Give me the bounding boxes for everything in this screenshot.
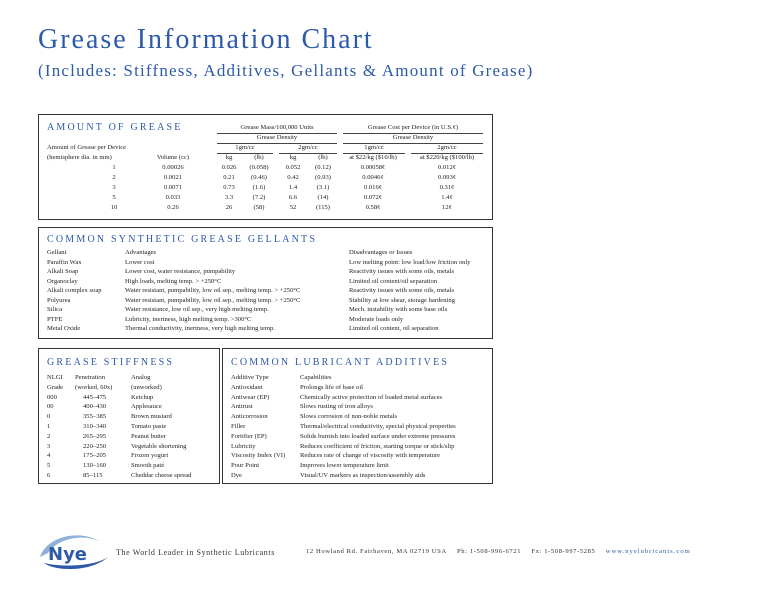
tagline: The World Leader in Synthetic Lubricants <box>116 548 275 557</box>
stiffness-cell: 6 <box>47 471 51 479</box>
gellant-cell: Lubricity, inertness, high melting temp. >300°C <box>125 315 252 323</box>
additive-cell: Antiwear (EP) <box>231 393 270 401</box>
table-row <box>47 315 471 325</box>
table-row <box>231 442 456 452</box>
gellant-cell: Polyurea <box>47 296 71 304</box>
website-link[interactable]: www.nyelubricants.com <box>605 548 691 555</box>
table-row <box>47 305 471 315</box>
additive-cell: Fortifier (EP) <box>231 432 267 440</box>
amount-cell-kg1: 0.73 <box>223 184 235 191</box>
amount-cell-lb1: (7.2) <box>252 194 266 201</box>
gellant-cell: Paraffin Wax <box>47 258 82 266</box>
table-row <box>231 461 456 471</box>
amount-cell-lb2: (3.1) <box>316 184 330 191</box>
stiffness-cell: 445–475 <box>83 393 107 401</box>
stiffness-cell: Peanut butter <box>131 432 166 440</box>
header-penetration: Penetration <box>75 374 106 381</box>
amount-cell-kg1: 3.3 <box>224 194 234 201</box>
additive-cell: Filler <box>231 422 246 430</box>
stiffness-cell: Cheddar cheese spread <box>131 471 192 479</box>
table-row <box>47 296 471 306</box>
col-lb-2: (lb) <box>318 154 328 161</box>
table-header-row <box>47 383 191 393</box>
density-1: 1gm/cc <box>217 143 273 154</box>
cost-header: Grease Cost per Device (in U.S.¢) <box>343 123 483 134</box>
amount-cell-lb2: (0.93) <box>315 174 331 181</box>
table-header-row <box>47 248 471 258</box>
gellant-cell: Water resistant, pumpability, low oil sep., melting temp. > +250°C <box>125 287 301 294</box>
gellants-panel <box>38 227 493 339</box>
header-nlgi: NLGI <box>47 374 63 381</box>
gellant-cell: Organoclay <box>47 277 78 285</box>
cost-density-1: 1gm/cc <box>343 143 405 154</box>
amount-cell-dia: 10 <box>110 204 118 211</box>
stiffness-cell: 3 <box>47 442 51 450</box>
gellant-cell: Alkali Soap <box>47 268 79 275</box>
table-row <box>47 393 191 403</box>
stiffness-cell: Brown mustard <box>131 413 172 421</box>
stiffness-cell: 130–160 <box>83 462 107 470</box>
col-kg-1: kg <box>225 154 233 161</box>
stiffness-cell: 1 <box>47 422 51 430</box>
table-row <box>47 451 191 461</box>
amount-cell-vol: 0.0021 <box>163 174 183 181</box>
gellant-cell: Limited oil content/oil separation <box>349 277 438 285</box>
stiffness-cell: Ketchup <box>131 393 154 401</box>
amount-cell-dia: 2 <box>112 174 116 181</box>
additive-cell: Solids burnish into loaded surface under extreme pressures <box>300 432 456 440</box>
amount-cell-c2: 1.4¢ <box>441 194 453 201</box>
additive-cell: Slows rusting of iron alloys <box>300 403 373 411</box>
table-row <box>47 402 191 412</box>
table-row <box>47 286 471 296</box>
gellant-cell: Stability at low shear, storage hardening <box>349 296 455 304</box>
density-label: Grease Density <box>217 133 337 144</box>
amount-cell-kg1: 0.21 <box>223 174 235 181</box>
gellant-cell: Mech. instability with some base oils <box>349 306 448 313</box>
additive-cell: Dye <box>231 471 242 479</box>
table-row <box>47 267 471 277</box>
stiffness-heading: GREASE STIFFNESS <box>47 357 175 368</box>
cost-density-label: Grease Density <box>343 133 483 144</box>
amount-cell-lb2: (14) <box>317 194 329 201</box>
amount-cell-c2: 12¢ <box>442 204 452 211</box>
gellants-heading: COMMON SYNTHETIC GREASE GELLANTS <box>47 234 318 245</box>
grease-stiffness-panel <box>38 348 220 484</box>
stiffness-cell: 85–115 <box>83 471 103 479</box>
gellant-cell: Water resistance, low oil sep., very high melting temp. <box>125 306 269 313</box>
col-kg-2: kg <box>289 154 297 161</box>
header-gellant: Gellant <box>47 249 67 256</box>
stiffness-cell: 5 <box>47 462 51 470</box>
gellant-cell: Reactivity issues with some oils, metals <box>349 268 455 275</box>
amount-left-label-1: Amount of Grease per Device <box>47 144 127 151</box>
amount-cell-lb1: (0.058) <box>249 164 269 171</box>
stiffness-cell: Vegetable shortening <box>131 442 187 450</box>
stiffness-cell: 265–295 <box>83 432 107 440</box>
gellant-cell: Moderate loads only <box>349 315 404 323</box>
amount-cell-kg2: 0.052 <box>285 164 301 171</box>
amount-cell-kg2: 1.4 <box>288 184 298 191</box>
amount-cell-dia: 5 <box>112 194 116 201</box>
amount-cell-kg1: 26 <box>225 204 233 211</box>
amount-cell-lb1: (58) <box>253 204 265 211</box>
amount-cell-kg2: 0.42 <box>287 174 299 181</box>
amount-cell-kg1: 0.026 <box>221 164 237 171</box>
header-worked: (worked, 60x) <box>75 383 113 391</box>
additive-cell: Improves lower temperature limit <box>300 462 389 470</box>
col-cost-2: at $220/kg ($100/lb) <box>419 154 475 161</box>
table-row <box>231 432 456 442</box>
logo-text: Nye <box>48 544 88 565</box>
table-header-row <box>231 373 456 383</box>
additive-cell: Visual/UV markers as inspection/assembly aids <box>300 471 426 479</box>
table-row <box>47 258 471 268</box>
gellant-cell: Metal Oxide <box>47 325 81 332</box>
address: 12 Howland Rd. Fairhaven, MA 02719 USA <box>306 548 447 555</box>
table-row <box>47 461 191 471</box>
contact-info <box>306 548 699 555</box>
amount-cell-lb2: (0.12) <box>315 164 331 171</box>
amount-cell-c1: 0.0046¢ <box>362 174 384 181</box>
lubricant-additives-panel <box>222 348 493 484</box>
stiffness-cell: 2 <box>47 432 51 440</box>
fax: Fx: 1-508-997-5285 <box>531 548 596 555</box>
additive-cell: Chemically active protection of loaded metal surfaces <box>300 393 443 401</box>
additive-cell: Viscosity Index (VI) <box>231 452 286 460</box>
table-row <box>47 471 191 481</box>
stiffness-cell: 400–430 <box>83 403 107 411</box>
table-row <box>47 422 191 432</box>
amount-cell-c1: 0.00058¢ <box>360 164 386 171</box>
amount-cell-c2: 0.093¢ <box>437 174 457 181</box>
amount-cell-c2: 0.31¢ <box>439 184 455 191</box>
additive-cell: Slows corrosion of non-noble metals <box>300 413 398 421</box>
gellant-cell: Alkali complex soap <box>47 287 102 294</box>
table-row <box>231 451 456 461</box>
additive-cell: Pour Point <box>231 462 260 470</box>
additive-cell: Antioxidant <box>231 383 263 391</box>
table-row <box>47 277 471 287</box>
density-2: 2gm/cc <box>279 143 337 154</box>
stiffness-cell: Applesauce <box>131 403 162 411</box>
amount-cell-vol: 0.0071 <box>163 184 183 191</box>
gellant-cell: Thermal conductivity, inertness, very high melting temp. <box>125 325 275 332</box>
col-lb-1: (lb) <box>254 154 264 161</box>
stiffness-cell: Frozen yogurt <box>131 452 169 460</box>
table-row <box>231 471 456 481</box>
amount-cell-lb1: (0.46) <box>251 174 267 181</box>
amount-left-label-2: (hemisphere dia. in mm) <box>47 154 112 161</box>
volume-label: Volume (cc) <box>156 154 190 161</box>
page-title: Grease Information Chart <box>38 24 374 55</box>
additive-cell: Reduces rate of change of viscosity with temperature <box>300 452 441 460</box>
gellant-cell: Silica <box>47 306 63 313</box>
gellant-cell: High loads, melting temp. > +250°C <box>125 277 222 285</box>
gellants-table <box>47 248 471 334</box>
amount-cell-lb1: (1.6) <box>252 184 266 191</box>
page-subtitle: (Includes: Stiffness, Additives, Gellants & Amount of Grease) <box>38 61 534 80</box>
additive-cell: Lubricity <box>231 442 256 450</box>
stiffness-cell: 000 <box>47 393 57 401</box>
amount-cell-c2: 0.012¢ <box>437 164 457 171</box>
table-row <box>231 402 456 412</box>
amount-cell-dia: 1 <box>112 164 116 171</box>
gellant-cell: Low melting point: low load/low friction only <box>349 258 471 266</box>
table-row <box>231 393 456 403</box>
table-row <box>231 383 456 393</box>
gellant-cell: Lower cost, water resistance, pumpability <box>125 268 236 275</box>
additive-cell: Prolongs life of base oil <box>300 383 363 391</box>
amount-cell-dia: 3 <box>112 184 116 191</box>
stiffness-cell: 175–205 <box>83 452 107 460</box>
header-capabilities: Capabilities <box>300 374 332 381</box>
amount-cell-c1: 0.016¢ <box>363 184 383 191</box>
nye-logo-icon <box>38 527 110 575</box>
header-grade: Grade <box>47 383 64 391</box>
col-cost-1: at $22/kg ($10/lb) <box>349 154 397 161</box>
amount-cell-vol: 0.033 <box>165 194 181 201</box>
stiffness-cell: Smooth paté <box>131 462 165 470</box>
mass-header: Grease Mass/100,000 Units <box>217 123 337 134</box>
table-header-row <box>47 373 191 383</box>
gellant-cell: Reactivity issues with some oils, metals <box>349 287 455 294</box>
header-advantages: Advantages <box>125 249 157 256</box>
amount-of-grease-panel <box>38 114 493 220</box>
gellant-cell: Lower cost <box>125 258 155 266</box>
stiffness-table <box>47 373 191 481</box>
additives-heading: COMMON LUBRICANT ADDITIVES <box>231 357 450 368</box>
amount-cell-vol: 0.26 <box>167 204 179 211</box>
amount-cell-kg2: 52 <box>289 204 297 211</box>
stiffness-cell: 0 <box>47 413 51 421</box>
phone: Ph: 1-508-996-6721 <box>457 548 522 555</box>
stiffness-cell: Tomato paste <box>131 422 167 430</box>
stiffness-cell: 4 <box>47 452 51 460</box>
table-row <box>231 422 456 432</box>
additive-cell: Thermal/electrical conductivity, special physical properties <box>300 422 456 430</box>
amount-heading: AMOUNT OF GREASE <box>47 122 183 133</box>
header-unworked: (unworked) <box>131 383 162 391</box>
amount-cell-vol: 0.00026 <box>162 164 184 171</box>
header-disadvantages: Disadvantages or Issues <box>349 249 413 256</box>
additive-cell: Anticorrosion <box>231 413 268 421</box>
stiffness-cell: 220–250 <box>83 442 107 450</box>
table-row <box>47 412 191 422</box>
header-additive-type: Additive Type <box>231 374 269 381</box>
gellant-cell: PTFE <box>47 315 63 323</box>
stiffness-cell: 310–340 <box>83 422 107 430</box>
amount-cell-c1: 0.58¢ <box>365 204 381 211</box>
gellant-cell: Limited oil content, oil separation <box>349 325 439 332</box>
additives-table <box>231 373 456 481</box>
additive-cell: Reduces coefficient of friction, starting torque or stick/slip <box>300 442 455 450</box>
gellant-cell: Water resistant, pumpability, low oil sep., melting temp. > +250°C <box>125 296 301 304</box>
additive-cell: Antirust <box>231 403 253 411</box>
amount-cell-c1: 0.072¢ <box>363 194 383 201</box>
table-row <box>47 432 191 442</box>
table-row <box>231 412 456 422</box>
nye-logo <box>38 527 110 575</box>
header-analog: Analog <box>131 374 151 381</box>
amount-cell-lb2: (115) <box>315 204 331 211</box>
table-row <box>47 442 191 452</box>
table-row <box>47 324 471 334</box>
cost-density-2: 2gm/cc <box>411 143 483 154</box>
amount-cell-kg2: 6.6 <box>288 194 298 201</box>
stiffness-cell: 00 <box>47 403 54 411</box>
stiffness-cell: 355–385 <box>83 413 107 421</box>
